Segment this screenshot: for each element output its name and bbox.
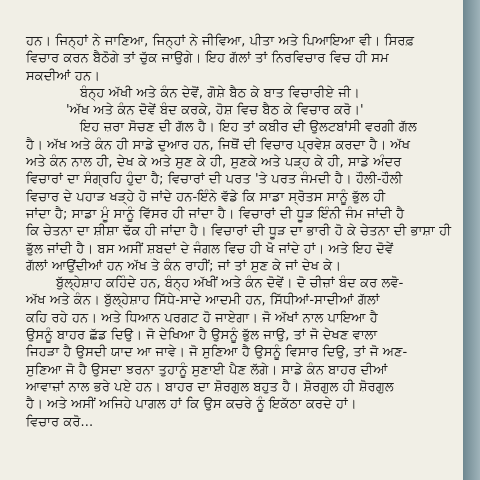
text-line: ਕਹਿ ਰਹੇ ਹਨ। ਅਤੇ ਧਿਆਨ ਪਰਗਟ ਹੋ ਜਾਏਗਾ। ਜੋ ਅੱਖਾਂ ਨਾਲ ਪਾਇਆ ਹੈ (26, 310, 378, 326)
text-line: ਸਕਦੀਆਂ ਹਨ। (26, 68, 101, 84)
text-line: ਉਸਨੂੰ ਬਾਹਰ ਛੱਡ ਦਿਉ। ਜੋ ਦੇਖਿਆ ਹੈ ਉਸਨੂੰ ਭੁੱਲ ਜਾਉ, ਤਾਂ ਜੋ ਦੇਖਣ ਵਾਲਾ (26, 328, 378, 344)
page-edge-background (463, 0, 480, 480)
text-line: ਵਿਚਾਰ ਦੇ ਪਹਾੜ ਖੜ੍ਹੇ ਹੋ ਜਾਂਦੇ ਹਨ-ਇੰਨੇ ਵੱਡੇ ਕਿ ਸਾਡਾ ਸ੍ਰੋਤਸ ਸਾਨੂੰ ਭੁੱਲ ਹੀ (26, 189, 386, 205)
text-line: ਜਾਂਦਾ ਹੈ; ਸਾਡਾ ਮੂੰ ਸਾਨੂੰ ਵਿੱਸਰ ਹੀ ਜਾਂਦਾ ਹੈ। ਵਿਚਾਰਾਂ ਦੀ ਧੂੜ ਇੰਨੀ ਜੰਮ ਜਾਂਦੀ ਹੈ (26, 206, 405, 222)
text-line: ਗੱਲਾਂ ਆਉਂਦੀਆਂ ਹਨ ਅੱਖ ਤੇ ਕੰਨ ਰਾਹੀਂ; ਜਾਂ ਤਾਂ ਸੁਣ ਕੇ ਜਾਂ ਦੇਖ ਕੇ। (26, 258, 342, 274)
paragraph-start: ਬੁੱਲ੍ਹੇਸ਼ਾਹ ਕਹਿੰਦੇ ਹਨ, ਬੰਨ੍ਹ ਅੱਖੀਂ ਅਤੇ ਕੰਨ ਦੋਵੇਂ। ਦੋ ਚੀਜ਼ਾਂ ਬੰਦ ਕਰ ਲਵੋ- (56, 276, 404, 292)
verse-translation: 'ਅੱਖ ਅਤੇ ਕੰਨ ਦੋਵੇਂ ਬੰਦ ਕਰਕੇ, ਹੋਸ਼ ਵਿਚ ਬੈਠ ਕੇ ਵਿਚਾਰ ਕਰੋ।' (66, 103, 364, 119)
text-line: ਕਿ ਚੇਤਨਾ ਦਾ ਸ਼ੀਸ਼ਾ ਢੱਕ ਹੀ ਜਾਂਦਾ ਹੈ। ਵਿਚਾਰਾਂ ਦੀ ਧੂੜ ਦਾ ਭਾਰੀ ਹੋ ਕੇ ਚੇਤਨਾ ਦੀ ਭਾਸ਼ਾ ਹੀ (26, 224, 452, 240)
text-line: ਜਿਹੜਾ ਹੈ ਉਸਦੀ ਯਾਦ ਆ ਜਾਵੇ। ਜੋ ਸੁਣਿਆ ਹੈ ਉਸਨੂੰ ਵਿਸਾਰ ਦਿਉ, ਤਾਂ ਜੋ ਅਣ- (26, 345, 408, 361)
text-line: ਅੱਖ ਅਤੇ ਕੰਨ। ਬੁੱਲ੍ਹੇਸ਼ਾਹ ਸਿੱਧੇ-ਸਾਦੇ ਆਦਮੀ ਹਨ, ਸਿੱਧੀਆਂ-ਸਾਦੀਆਂ ਗੱਲਾਂ (26, 293, 380, 309)
text-line: ਹੈ। ਅੱਖ ਅਤੇ ਕੰਨ ਹੀ ਸਾਡੇ ਦੁਆਰ ਹਨ, ਜਿਥੋਂ ਦੀ ਵਿਚਾਰ ਪ੍ਰਵੇਸ਼ ਕਰਦਾ ਹੈ। ਅੱਖ (26, 137, 411, 153)
text-line: ਵਿਚਾਰ ਕਰੋ... (26, 414, 94, 430)
text-line: ਭੁੱਲ ਜਾਂਦੀ ਹੈ। ਬਸ ਅਸੀਂ ਸ਼ਬਦਾਂ ਦੇ ਜੰਗਲ ਵਿਚ ਹੀ ਖੋ ਜਾਂਦੇ ਹਾਂ। ਅਤੇ ਇਹ ਦੋਵੇਂ (26, 241, 394, 257)
text-line: ਹਨ। ਜਿਨ੍ਹਾਂ ਨੇ ਜਾਣਿਆ, ਜਿਨ੍ਹਾਂ ਨੇ ਜੀਵਿਆ, ਪੀਤਾ ਅਤੇ ਪਿਆਇਆ ਵੀ। ਸਿਰਫ਼ (26, 34, 415, 49)
paragraph-start: ਇਹ ਜ਼ਰਾ ਸੋਚਣ ਦੀ ਗੱਲ ਹੈ। ਇਹ ਤਾਂ ਕਬੀਰ ਦੀ ਉਲਟਬਾਂਸੀ ਵਰਗੀ ਗੱਲ (80, 120, 417, 136)
page-text (26, 33, 463, 431)
text-line: ਵਿਚਾਰ ਕਰਨ ਬੈਠੋਗੇ ਤਾਂ ਚੁੱਕ ਜਾਉਗੇ। ਇਹ ਗੱਲਾਂ ਤਾਂ ਨਿਰਵਿਚਾਰ ਵਿਚ ਹੀ ਸਮ (26, 51, 389, 67)
text-line: ਵਿਚਾਰਾਂ ਦਾ ਸੰਗ੍ਰਹਿ ਹੁੰਦਾ ਹੈ; ਵਿਚਾਰਾਂ ਦੀ ਪਰਤ 'ਤੇ ਪਰਤ ਜੰਮਦੀ ਹੈ। ਹੌਲੀ-ਹੌਲੀ (26, 172, 403, 188)
text-line: ਸੁਣਿਆ ਜੋ ਹੈ ਉਸਦਾ ਝਰਨਾ ਤੁਹਾਨੂੰ ਸੁਣਾਈ ਪੈਣ ਲੱਗੇ। ਸਾਡੇ ਕੰਨ ਬਾਹਰ ਦੀਆਂ (26, 362, 388, 378)
text-line: ਹੈ। ਅਤੇ ਅਸੀਂ ਅਜਿਹੇ ਪਾਗਲ ਹਾਂ ਕਿ ਉਸ ਕਚਰੇ ਨੂੰ ਇਕੱਠਾ ਕਰਦੇ ਹਾਂ। (26, 397, 357, 413)
text-line: ਆਵਾਜ਼ਾਂ ਨਾਲ ਭਰੇ ਪਏ ਹਨ। ਬਾਹਰ ਦਾ ਸ਼ੋਰਗੁਲ ਬਹੁਤ ਹੈ। ਸ਼ੋਰਗੁਲ ਹੀ ਸ਼ੋਰਗੁਲ (26, 379, 394, 395)
text-line: ਅਤੇ ਕੰਨ ਨਾਲ ਹੀ, ਦੇਖ ਕੇ ਅਤੇ ਸੁਣ ਕੇ ਹੀ, ਸੁਣਕੇ ਅਤੇ ਪੜ੍ਹ ਕੇ ਹੀ, ਸਾਡੇ ਅੰਦਰ (26, 155, 402, 171)
verse-line: ਬੰਨ੍ਹ ਅੱਖੀ ਅਤੇ ਕੰਨ ਦੇਵੋਂ, ਗੋਸ਼ੇ ਬੈਠ ਕੇ ਬਾਤ ਵਿਚਾਰੀਏ ਜੀ। (80, 85, 360, 101)
